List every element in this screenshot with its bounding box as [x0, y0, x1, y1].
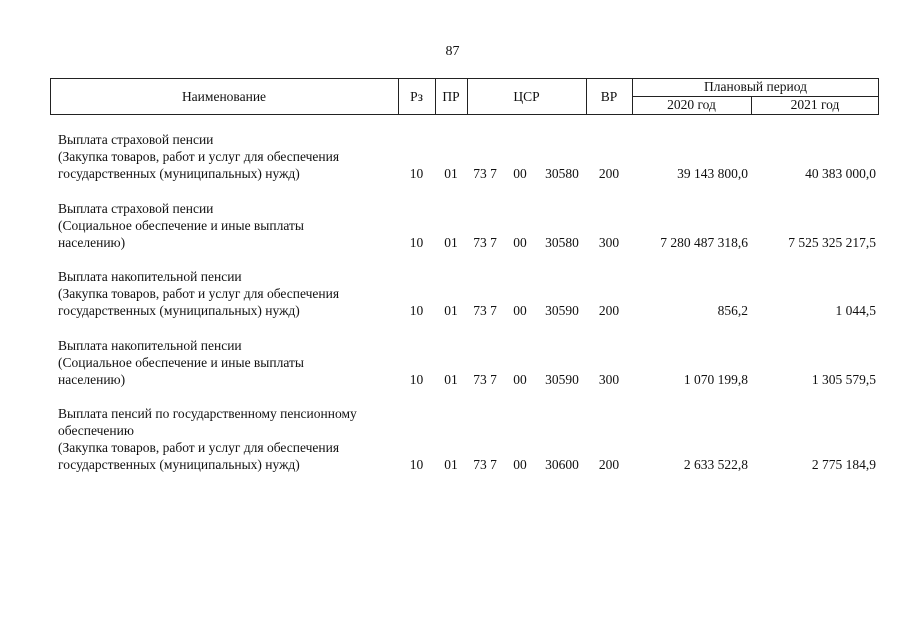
cell-rz: 10 [409, 457, 424, 472]
cell-2020: 7 280 487 318,6 [660, 235, 748, 250]
row-description-line: (Закупка товаров, работ и услуг для обеспечения [58, 286, 340, 301]
row-description-line: (Закупка товаров, работ и услуг для обеспечения [58, 149, 340, 164]
cell-2020: 39 143 800,0 [677, 166, 748, 181]
row-description-line: государственных (муниципальных) нужд) [58, 166, 300, 181]
cell-csr-program: 73 7 [473, 457, 497, 472]
cell-rz: 10 [409, 372, 424, 387]
cell-2021: 2 775 184,9 [811, 457, 876, 472]
cell-csr-program: 73 7 [473, 372, 497, 387]
row-description [58, 268, 403, 319]
header-planned-period: Плановый период [704, 79, 807, 94]
row-description [58, 131, 403, 182]
cell-csr-program: 73 7 [473, 235, 497, 250]
cell-pr: 01 [444, 457, 458, 472]
cell-csr-code: 30580 [545, 166, 579, 181]
cell-vr: 300 [598, 372, 620, 387]
row-description-line: Выплата страховой пенсии [58, 201, 214, 216]
header-pr: ПР [442, 89, 460, 104]
row-description [58, 405, 403, 473]
cell-rz: 10 [409, 166, 424, 181]
cell-pr: 01 [444, 372, 458, 387]
header-year-2020: 2020 год [667, 97, 716, 112]
cell-csr-sub: 00 [513, 457, 527, 472]
cell-2021: 1 305 579,5 [811, 372, 876, 387]
cell-vr: 300 [598, 235, 620, 250]
row-description-line: населению) [58, 372, 126, 387]
row-description-line: Выплата страховой пенсии [58, 132, 214, 147]
cell-2021: 7 525 325 217,5 [788, 235, 876, 250]
table-row [0, 131, 905, 182]
header-csr: ЦСР [513, 89, 540, 104]
header-year-2021: 2021 год [790, 97, 840, 112]
header-vr: ВР [600, 89, 618, 104]
row-description-line: Выплата пенсий по государственному пенсионному [58, 406, 357, 421]
table-row [0, 337, 905, 388]
cell-2021: 1 044,5 [835, 303, 876, 318]
table-row [0, 268, 905, 319]
row-description-line: (Социальное обеспечение и иные выплаты [58, 218, 304, 233]
cell-csr-sub: 00 [513, 372, 527, 387]
cell-rz: 10 [409, 303, 424, 318]
row-description-line: государственных (муниципальных) нужд) [58, 457, 300, 472]
row-description-line: государственных (муниципальных) нужд) [58, 303, 300, 318]
cell-2020: 856,2 [717, 303, 748, 318]
cell-csr-code: 30580 [545, 235, 579, 250]
cell-vr: 200 [598, 303, 620, 318]
cell-csr-program: 73 7 [473, 166, 497, 181]
cell-csr-sub: 00 [513, 235, 527, 250]
cell-pr: 01 [444, 235, 458, 250]
page-number: 87 [445, 44, 460, 59]
row-description-line: (Закупка товаров, работ и услуг для обеспечения [58, 440, 340, 455]
header-name: Наименование [181, 89, 267, 104]
row-description [58, 200, 403, 251]
row-description-line: (Социальное обеспечение и иные выплаты [58, 355, 304, 370]
row-description-line: Выплата накопительной пенсии [58, 269, 242, 284]
cell-pr: 01 [444, 166, 458, 181]
cell-2020: 2 633 522,8 [683, 457, 748, 472]
cell-csr-sub: 00 [513, 166, 527, 181]
row-description-line: обеспечению [58, 423, 134, 438]
cell-2021: 40 383 000,0 [805, 166, 876, 181]
cell-pr: 01 [444, 303, 458, 318]
row-description [58, 337, 403, 388]
header-rz: Рз [410, 89, 423, 104]
cell-csr-sub: 00 [513, 303, 527, 318]
cell-vr: 200 [598, 166, 620, 181]
cell-csr-code: 30600 [545, 457, 579, 472]
cell-csr-code: 30590 [545, 303, 579, 318]
cell-vr: 200 [598, 457, 620, 472]
table-row [0, 405, 905, 473]
cell-csr-program: 73 7 [473, 303, 497, 318]
row-description-line: населению) [58, 235, 126, 250]
cell-2020: 1 070 199,8 [683, 372, 748, 387]
cell-csr-code: 30590 [545, 372, 579, 387]
row-description-line: Выплата накопительной пенсии [58, 338, 242, 353]
cell-rz: 10 [409, 235, 424, 250]
table-row [0, 200, 905, 251]
